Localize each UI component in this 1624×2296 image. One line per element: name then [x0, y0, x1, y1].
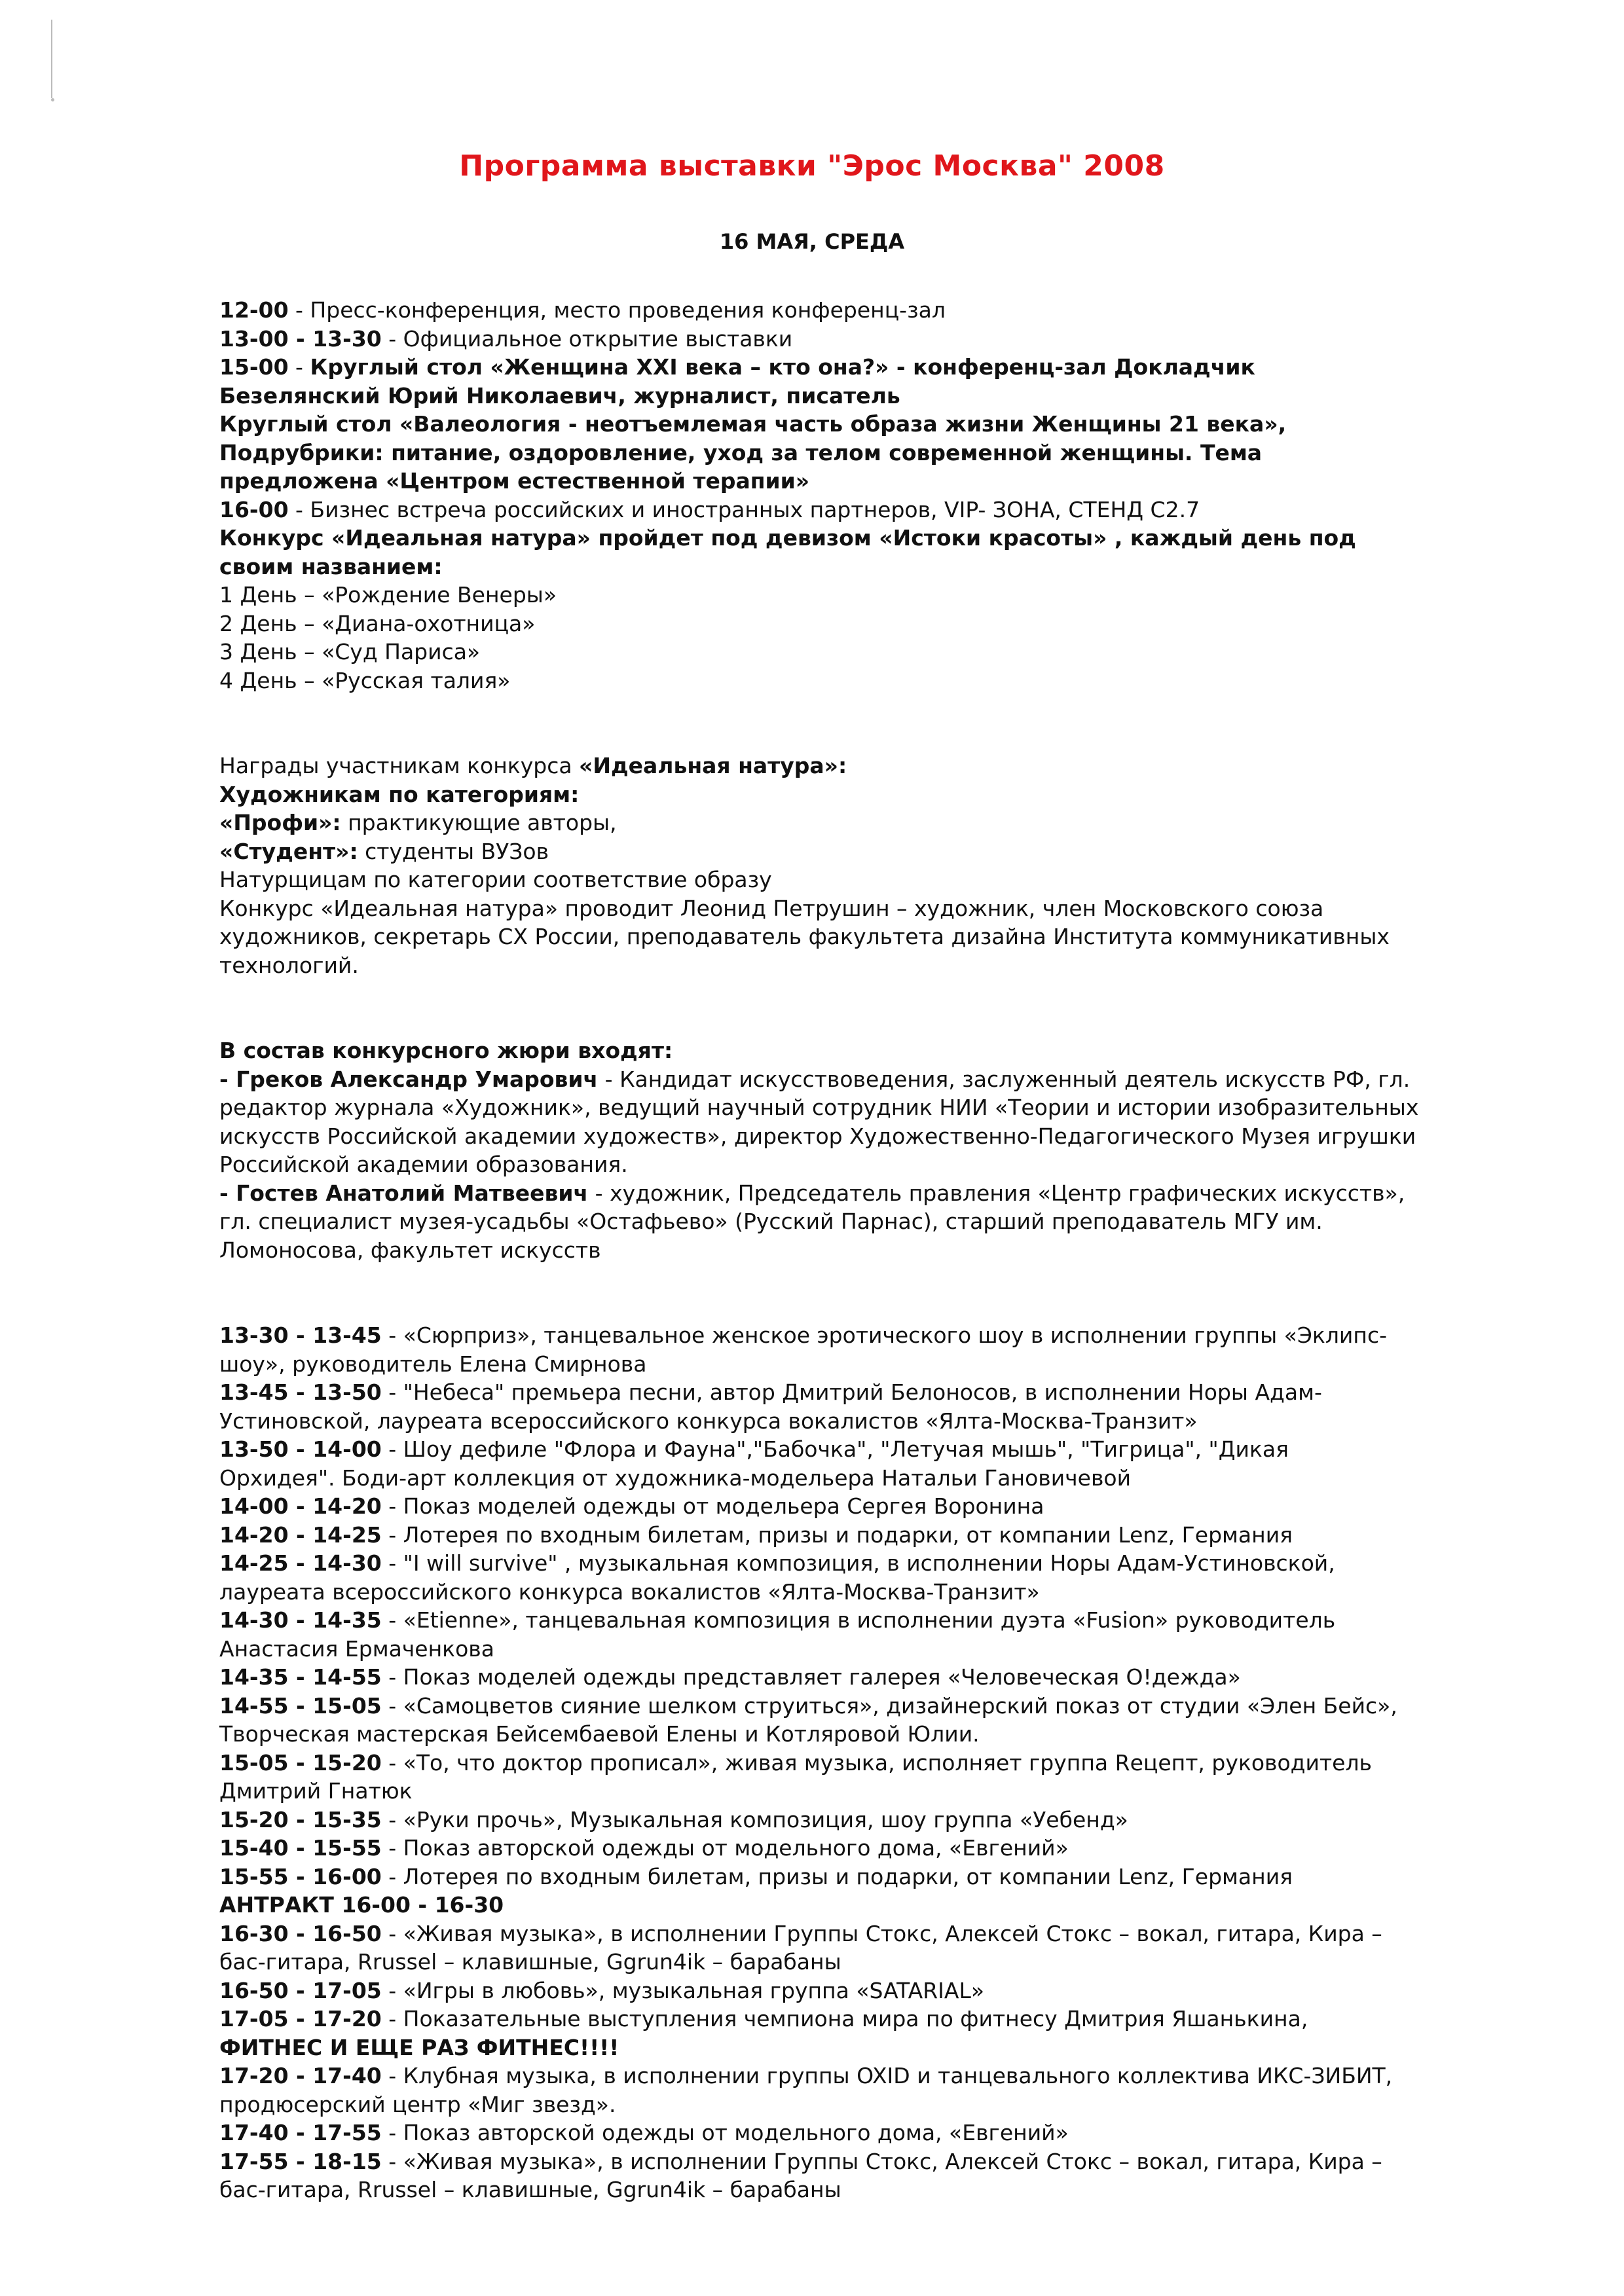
blank-line [219, 1293, 1496, 1322]
text: Устиновской, лауреата всероссийского конкурса вокалистов «Ялта-Москва-Транзит» [219, 1408, 1198, 1434]
program-line [219, 1692, 1496, 1721]
text: Конкурс «Идеальная натура» проводит Леонид Петрушин – художник, член Московского союза [219, 895, 1324, 921]
text: студенты ВУЗов [358, 838, 549, 864]
bold-text: 16-30 - 16-50 [219, 1920, 382, 1946]
text: художников, секретарь СХ России, преподаватель факультета дизайна Института коммуникативных [219, 924, 1390, 949]
bold-text: 17-20 - 17-40 [219, 2063, 382, 2088]
program-line [219, 1834, 1496, 1863]
program-line [219, 1977, 1496, 2005]
program-line [219, 1663, 1496, 1692]
blank-line [219, 1008, 1496, 1037]
program-line [219, 1720, 1496, 1749]
program-line [219, 1065, 1496, 1094]
bold-text: 15-05 - 15-20 [219, 1749, 382, 1776]
blank-line [219, 1264, 1496, 1293]
text: Дмитрий Гнатюк [219, 1778, 413, 1804]
program-line [219, 1891, 1496, 1920]
program-line [219, 922, 1496, 951]
bold-text: 13-30 - 13-45 [219, 1322, 382, 1348]
scan-mark-dot [51, 98, 54, 101]
bold-text: 17-05 - 17-20 [219, 2006, 382, 2032]
program-line [219, 553, 1496, 581]
program-line [219, 1606, 1496, 1635]
date-heading: 16 МАЯ, СРЕДА [719, 229, 905, 254]
program-line [219, 296, 1496, 325]
bold-text: 15-55 - 16-00 [219, 1863, 382, 1889]
text: 2 День – «Диана-охотница» [219, 610, 536, 636]
blank-line [219, 723, 1496, 752]
text: гл. специалист музея-усадьбы «Остафьево» (Русский Парнас), старший преподаватель МГУ им. [219, 1209, 1323, 1234]
program-line [219, 439, 1496, 467]
program-line [219, 1777, 1496, 1806]
bold-text: АНТРАКТ 16-00 - 16-30 [219, 1892, 504, 1918]
text: шоу», руководитель Елена Смирнова [219, 1351, 647, 1377]
program-line [219, 1036, 1496, 1065]
text: бас-гитара, Rrussel – клавишные, Ggrun4ik – барабаны [219, 1949, 841, 1975]
program-line [219, 610, 1496, 638]
program-line [219, 894, 1496, 923]
bold-text: 15-40 - 15-55 [219, 1835, 382, 1861]
text: - «Сюрприз», танцевальное женское эротического шоу в исполнении группы «Эклипс- [381, 1322, 1387, 1348]
program-line [219, 1806, 1496, 1834]
program-line [219, 410, 1496, 439]
text: - Лотерея по входным билетам, призы и подарки, от компании Lenz, Германия [381, 1863, 1293, 1889]
text: - Показ моделей одежды от модельера Сергея Воронина [381, 1493, 1044, 1519]
program-line [219, 1521, 1496, 1550]
program-line [219, 1635, 1496, 1664]
program-line [219, 1122, 1496, 1151]
bold-text: своим названием: [219, 553, 443, 579]
program-line [219, 2090, 1496, 2119]
text: - "I will survive" , музыкальная композиция, в исполнении Норы Адам-Устиновской, [381, 1550, 1335, 1576]
program-line [219, 1492, 1496, 1521]
bold-text: 17-55 - 18-15 [219, 2148, 382, 2174]
bold-text: 13-00 - 13-30 [219, 325, 382, 352]
program-line [219, 1350, 1496, 1379]
program-line [219, 496, 1496, 524]
bold-text: «Студент»: [219, 838, 358, 864]
program-line [219, 780, 1496, 809]
text: - Клубная музыка, в исполнении группы OXID и танцевального коллектива ИКС-ЗИБИТ, [381, 2063, 1393, 2088]
program-line [219, 1378, 1496, 1407]
bold-text: Круглый стол «Валеология - неотъемлемая часть образа жизни Женщины 21 века», [219, 411, 1287, 437]
program-line [219, 1207, 1496, 1236]
text: практикующие авторы, [341, 810, 617, 835]
text: Орхидея". Боди-арт коллекция от художника-модельера Натальи Гановичевой [219, 1465, 1132, 1491]
bold-text: «Идеальная натура»: [579, 753, 847, 778]
program-line [219, 1321, 1496, 1350]
text: - Показ моделей одежды представляет галерея «Человеческая О!дежда» [381, 1664, 1241, 1690]
text: Награды участникам конкурса [219, 753, 580, 778]
program-line [219, 467, 1496, 496]
text: продюсерский центр «Миг звезд». [219, 2091, 616, 2117]
program-line [219, 382, 1496, 410]
program-line [219, 524, 1496, 553]
program-line [219, 2119, 1496, 2147]
text: - Шоу дефиле "Флора и Фауна","Бабочка", "Летучая мышь", "Тигрица", "Дикая [381, 1436, 1289, 1462]
bold-text: 14-55 - 15-05 [219, 1692, 382, 1719]
bold-text: Подрубрики: питание, оздоровление, уход за телом современной женщины. Тема [219, 439, 1263, 465]
text: Российской академии образования. [219, 1152, 628, 1177]
text: 4 День – «Русская талия» [219, 667, 511, 693]
program-line [219, 951, 1496, 980]
program-line [219, 2147, 1496, 2176]
program-line [219, 866, 1496, 894]
bold-text: 15-00 [219, 354, 289, 380]
program-line [219, 1464, 1496, 1493]
text: искусств Российской академии художеств», директор Художественно-Педагогического Музея игрушки [219, 1123, 1416, 1149]
bold-text: 14-20 - 14-25 [219, 1522, 382, 1548]
page-title: Программа выставки "Эрос Москва" 2008 [459, 149, 1165, 183]
bold-text: В состав конкурсного жюри входят: [219, 1038, 673, 1063]
program-line [219, 1150, 1496, 1179]
program-line [219, 2176, 1496, 2204]
text: технологий. [219, 952, 359, 978]
text: лауреата всероссийского конкурса вокалистов «Ялта-Москва-Транзит» [219, 1578, 1040, 1605]
bold-text: Безелянский Юрий Николаевич, журналист, писатель [219, 382, 900, 409]
text: 3 День – «Суд Париса» [219, 639, 481, 665]
program-line [219, 325, 1496, 354]
scan-mark-top-left [51, 20, 52, 98]
text: - «Самоцветов сияние шелком струиться», дизайнерский показ от студии «Элен Бейс», [381, 1692, 1397, 1719]
text: - Показательные выступления чемпиона мира по фитнесу Дмитрия Яшанькина, [381, 2006, 1308, 2032]
bold-text: 15-20 - 15-35 [219, 1806, 382, 1832]
text: 1 День – «Рождение Венеры» [219, 582, 557, 608]
program-line [219, 1435, 1496, 1464]
bold-text: 13-50 - 14-00 [219, 1436, 382, 1462]
program-line [219, 581, 1496, 610]
text: - Кандидат искусствоведения, заслуженный деятель искусств РФ, гл. [598, 1066, 1411, 1092]
text: Творческая мастерская Бейсембаевой Елены и Котляровой Юлии. [219, 1721, 980, 1747]
text: - «Игры в любовь», музыкальная группа «SATARIAL» [381, 1977, 985, 2003]
bold-text: 13-45 - 13-50 [219, 1379, 382, 1405]
bold-text: ФИТНЕС И ЕЩЕ РАЗ ФИТНЕС!!!! [219, 2034, 619, 2060]
program-line [219, 1948, 1496, 1977]
program-line [219, 809, 1496, 837]
program-line [219, 1749, 1496, 1777]
text: - «Живая музыка», в исполнении Группы Стокс, Алексей Стокс – вокал, гитара, Кира – [381, 2148, 1382, 2174]
bold-text: Конкурс «Идеальная натура» пройдет под девизом «Истоки красоты» , каждый день под [219, 525, 1356, 551]
bold-text: 14-25 - 14-30 [219, 1550, 382, 1576]
program-line [219, 752, 1496, 780]
text: - Бизнес встреча российских и иностранных партнеров, VIP- ЗОНА, СТЕНД С2.7 [288, 496, 1200, 522]
text: - Лотерея по входным билетам, призы и подарки, от компании Lenz, Германия [381, 1522, 1293, 1548]
blank-line [219, 695, 1496, 723]
text: - Официальное открытие выставки [381, 325, 793, 352]
bold-text: Круглый стол «Женщина XXI века – кто она?» - конференц-зал Докладчик [310, 354, 1255, 380]
text: - [288, 354, 310, 380]
bold-text: 12-00 [219, 297, 289, 323]
bold-text: «Профи»: [219, 810, 341, 835]
bold-text: - Гостев Анатолий Матвеевич [219, 1180, 589, 1206]
bold-text: 16-00 [219, 496, 289, 522]
program-line [219, 1236, 1496, 1265]
bold-text: предложена «Центром естественной терапии» [219, 468, 810, 494]
program-line [219, 2005, 1496, 2033]
text: Натурщицам по категории соответствие образу [219, 867, 772, 892]
text: - «Живая музыка», в исполнении Группы Стокс, Алексей Стокс – вокал, гитара, Кира – [381, 1920, 1382, 1946]
program-line [219, 2062, 1496, 2090]
program-line [219, 1863, 1496, 1891]
bold-text: 17-40 - 17-55 [219, 2120, 382, 2145]
text: - «То, что доктор прописал», живая музыка, исполняет группа Rецепт, руководитель [381, 1749, 1372, 1776]
bold-text: - Греков Александр Умарович [219, 1066, 599, 1092]
program-line [219, 837, 1496, 866]
text: редактор журнала «Художник», ведущий научный сотрудник НИИ «Теории и истории изобразительных [219, 1095, 1419, 1120]
text: - "Небеса" премьера песни, автор Дмитрий Белоносов, в исполнении Норы Адам- [381, 1379, 1322, 1405]
text: бас-гитара, Rrussel – клавишные, Ggrun4ik – барабаны [219, 2177, 841, 2202]
program-line [219, 666, 1496, 695]
program-line [219, 2033, 1496, 2062]
bold-text: 14-30 - 14-35 [219, 1607, 382, 1633]
program-line [219, 1179, 1496, 1208]
text: - художник, Председатель правления «Центр графических искусств», [588, 1180, 1405, 1206]
text: Анастасия Ермаченкова [219, 1635, 494, 1662]
program-line [219, 1578, 1496, 1607]
bold-text: 16-50 - 17-05 [219, 1977, 382, 2003]
text: - Показ авторской одежды от модельного дома, «Евгений» [381, 2120, 1069, 2145]
bold-text: 14-35 - 14-55 [219, 1664, 382, 1690]
bold-text: Художникам по категориям: [219, 781, 580, 807]
program-line [219, 1549, 1496, 1578]
text: - Пресс-конференция, место проведения конференц-зал [288, 297, 946, 323]
text: - «Руки прочь», Музыкальная композиция, шоу группа «Уебенд» [381, 1806, 1128, 1832]
text: Ломоносова, факультет искусств [219, 1237, 601, 1263]
program-line [219, 1093, 1496, 1122]
program-line [219, 353, 1496, 382]
blank-line [219, 979, 1496, 1008]
program-line [219, 1920, 1496, 1948]
bold-text: 14-00 - 14-20 [219, 1493, 382, 1519]
text: - Показ авторской одежды от модельного дома, «Евгений» [381, 1835, 1069, 1861]
text: - «Etienne», танцевальная композиция в исполнении дуэта «Fusion» руководитель [381, 1607, 1336, 1633]
program-line [219, 638, 1496, 666]
program-body [219, 296, 1496, 2204]
program-line [219, 1407, 1496, 1436]
